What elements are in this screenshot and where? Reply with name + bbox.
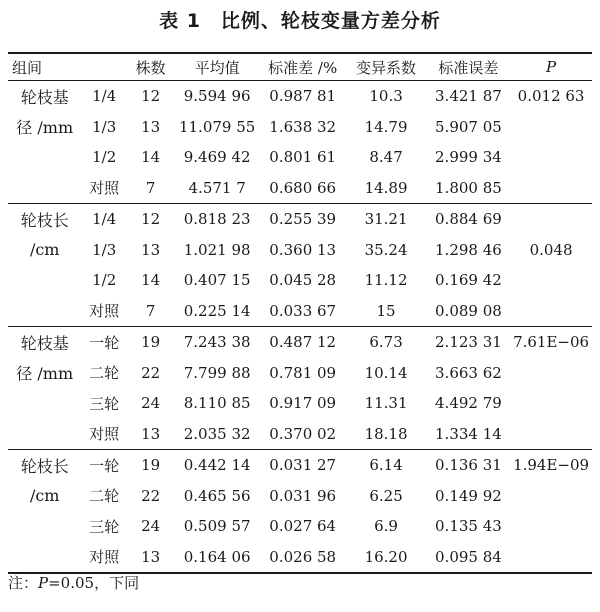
- group-label-cell: [8, 511, 81, 542]
- group-label-cell: [8, 296, 81, 327]
- se-cell: 5.907 05: [435, 117, 502, 136]
- p-cell: 1.94E−09: [510, 450, 592, 481]
- mean-cell: 9.469 42: [183, 148, 251, 167]
- table-row: [8, 173, 592, 204]
- table-header-row: [8, 53, 592, 81]
- count-cell: 13: [141, 424, 161, 443]
- header-count: 株数: [127, 53, 174, 81]
- table-row: [8, 112, 592, 143]
- se-cell: 4.492 79: [435, 394, 502, 413]
- count-cell: 12: [141, 87, 161, 106]
- table-row: [8, 142, 592, 173]
- note-p-variable: P: [38, 574, 49, 592]
- cv-cell: 10.14: [364, 363, 408, 382]
- group-label-cell: [8, 542, 81, 574]
- table-group: [8, 450, 592, 574]
- se-cell: 0.169 42: [435, 271, 502, 290]
- cv-cell: 8.47: [369, 148, 403, 167]
- treatment-cell: 1/2: [92, 271, 117, 290]
- treatment-cell: 1/4: [81, 204, 126, 235]
- sd-cell: 0.801 61: [269, 148, 337, 167]
- se-cell: 1.334 14: [435, 424, 502, 443]
- group-label-cell: 径 /mm: [16, 364, 74, 384]
- group-label-cell: 轮枝基: [20, 87, 69, 107]
- treatment-cell: 一轮: [81, 450, 126, 481]
- sd-cell: 0.026 58: [260, 542, 345, 574]
- treatment-cell: 二轮: [89, 364, 120, 383]
- group-label-cell: 轮枝长: [8, 204, 81, 235]
- table-title: 表 1 比例、轮枝变量方差分析: [159, 10, 441, 32]
- table-row: [8, 358, 592, 389]
- table-row: [8, 388, 592, 419]
- table-row: [8, 511, 592, 542]
- se-cell: 0.149 92: [435, 486, 502, 505]
- group-label-cell: 轮枝基: [8, 327, 81, 358]
- group-label-cell: 径 /mm: [16, 118, 74, 138]
- treatment-cell: 1/4: [92, 87, 117, 106]
- group-label-cell: /cm: [29, 240, 60, 260]
- count-cell: 13: [127, 542, 174, 574]
- sd-cell: 0.031 96: [269, 486, 337, 505]
- cv-cell: 16.20: [345, 542, 426, 574]
- header-se: 标准误差: [427, 53, 510, 81]
- sd-cell: 0.680 66: [269, 178, 337, 197]
- mean-cell: 0.465 56: [183, 486, 251, 505]
- group-label-cell: [8, 173, 81, 204]
- table-row: [8, 296, 592, 327]
- p-cell: 0.048: [529, 240, 573, 259]
- treatment-cell: 二轮: [89, 487, 120, 506]
- se-cell: 1.800 85: [435, 178, 502, 197]
- cv-cell: 11.31: [364, 394, 408, 413]
- mean-cell: 0.509 57: [183, 517, 251, 536]
- mean-cell: 11.079 55: [178, 117, 256, 136]
- se-cell: 0.089 08: [435, 301, 502, 320]
- mean-cell: 7.799 88: [183, 363, 251, 382]
- mean-cell: 8.110 85: [183, 394, 251, 413]
- mean-cell: 9.594 96: [183, 87, 251, 106]
- treatment-cell: 1/3: [92, 117, 117, 136]
- count-cell: 13: [141, 117, 161, 136]
- group-label-cell: /cm: [29, 486, 60, 506]
- group-label-cell: [8, 388, 81, 419]
- p-cell: [510, 173, 592, 204]
- treatment-cell: 一轮: [81, 327, 126, 358]
- table-row: [8, 327, 592, 358]
- cv-cell: 14.89: [364, 178, 408, 197]
- cv-cell: 31.21: [345, 204, 426, 235]
- table-note: [8, 572, 139, 593]
- cv-cell: 15: [376, 301, 396, 320]
- mean-cell: 0.818 23: [174, 204, 260, 235]
- treatment-cell: 对照: [89, 425, 120, 444]
- header-p: P: [510, 53, 592, 81]
- note-prefix: 注：: [8, 574, 39, 592]
- p-cell: [510, 204, 592, 235]
- group-label-cell: [8, 142, 81, 173]
- p-cell: [510, 265, 592, 296]
- count-cell: 22: [141, 486, 161, 505]
- cv-cell: 10.3: [369, 87, 403, 106]
- count-cell: 12: [127, 204, 174, 235]
- p-cell: [510, 296, 592, 327]
- cv-cell: 6.9: [374, 517, 398, 536]
- sd-cell: 0.370 02: [269, 424, 337, 443]
- table-group: [8, 204, 592, 327]
- mean-cell: 0.225 14: [183, 301, 251, 320]
- sd-cell: 0.487 12: [260, 327, 345, 358]
- se-cell: 2.999 34: [435, 148, 502, 167]
- table-group: [8, 327, 592, 450]
- cv-cell: 6.73: [345, 327, 426, 358]
- table-row: [8, 450, 592, 481]
- table-row: [8, 81, 592, 112]
- mean-cell: 2.035 32: [183, 424, 251, 443]
- cv-cell: 6.25: [369, 486, 403, 505]
- se-cell: 0.135 43: [435, 517, 502, 536]
- header-sd: 标准差 /%: [260, 53, 345, 81]
- sd-cell: 0.917 09: [269, 394, 337, 413]
- treatment-cell: 三轮: [89, 394, 120, 413]
- group-label-cell: [8, 265, 81, 296]
- table-row: [8, 419, 592, 450]
- treatment-cell: 对照: [89, 302, 120, 321]
- table-row: [8, 235, 592, 266]
- mean-cell: 1.021 98: [183, 240, 251, 259]
- table-row: [8, 542, 592, 574]
- p-cell: [510, 142, 592, 173]
- table-group: [8, 81, 592, 204]
- treatment-cell: 对照: [81, 542, 126, 574]
- p-cell: 7.61E−06: [510, 327, 592, 358]
- table-row: [8, 265, 592, 296]
- table-row: [8, 481, 592, 512]
- se-cell: 0.095 84: [427, 542, 510, 574]
- se-cell: 3.421 87: [435, 87, 502, 106]
- sd-cell: 0.781 09: [269, 363, 337, 382]
- se-cell: 2.123 31: [427, 327, 510, 358]
- se-cell: 1.298 46: [435, 240, 502, 259]
- sd-cell: 0.255 39: [260, 204, 345, 235]
- count-cell: 24: [141, 394, 161, 413]
- header-mean: 平均值: [174, 53, 260, 81]
- cv-cell: 6.14: [345, 450, 426, 481]
- count-cell: 22: [141, 363, 161, 382]
- sd-cell: 0.987 81: [269, 87, 337, 106]
- header-cv: 变异系数: [345, 53, 426, 81]
- sd-cell: 1.638 32: [269, 117, 337, 136]
- group-label-cell: [8, 419, 81, 450]
- treatment-cell: 对照: [89, 179, 120, 198]
- cv-cell: 18.18: [364, 424, 408, 443]
- count-cell: 13: [141, 240, 161, 259]
- sd-cell: 0.033 67: [269, 301, 337, 320]
- count-cell: 14: [141, 148, 161, 167]
- mean-cell: 7.243 38: [174, 327, 260, 358]
- count-cell: 19: [127, 327, 174, 358]
- se-cell: 3.663 62: [435, 363, 502, 382]
- p-cell: [510, 542, 592, 574]
- mean-cell: 0.164 06: [174, 542, 260, 574]
- p-cell: [510, 419, 592, 450]
- mean-cell: 0.442 14: [174, 450, 260, 481]
- p-cell: [510, 358, 592, 389]
- mean-cell: 4.571 7: [188, 178, 246, 197]
- count-cell: 14: [141, 271, 161, 290]
- sd-cell: 0.027 64: [269, 517, 337, 536]
- note-rest: =0.05，下同: [48, 574, 140, 592]
- p-cell: [510, 388, 592, 419]
- p-cell: 0.012 63: [517, 87, 585, 106]
- treatment-cell: 1/2: [92, 148, 117, 167]
- cv-cell: 14.79: [364, 117, 408, 136]
- sd-cell: 0.045 28: [269, 271, 337, 290]
- header-group: 组间: [8, 53, 81, 81]
- treatment-cell: 三轮: [89, 517, 120, 536]
- p-cell: [510, 112, 592, 143]
- cv-cell: 35.24: [364, 240, 408, 259]
- sd-cell: 0.360 13: [269, 240, 337, 259]
- table-row: [8, 204, 592, 235]
- se-cell: 0.136 31: [427, 450, 510, 481]
- se-cell: 0.884 69: [427, 204, 510, 235]
- p-cell: [510, 511, 592, 542]
- mean-cell: 0.407 15: [183, 271, 251, 290]
- header-treatment: [81, 53, 126, 81]
- count-cell: 7: [145, 301, 156, 320]
- group-label-cell: 轮枝长: [8, 450, 81, 481]
- count-cell: 24: [141, 517, 161, 536]
- p-cell: [510, 481, 592, 512]
- cv-cell: 11.12: [364, 271, 408, 290]
- variance-analysis-table: [8, 52, 592, 574]
- treatment-cell: 1/3: [92, 240, 117, 259]
- count-cell: 7: [145, 178, 156, 197]
- count-cell: 19: [127, 450, 174, 481]
- sd-cell: 0.031 27: [260, 450, 345, 481]
